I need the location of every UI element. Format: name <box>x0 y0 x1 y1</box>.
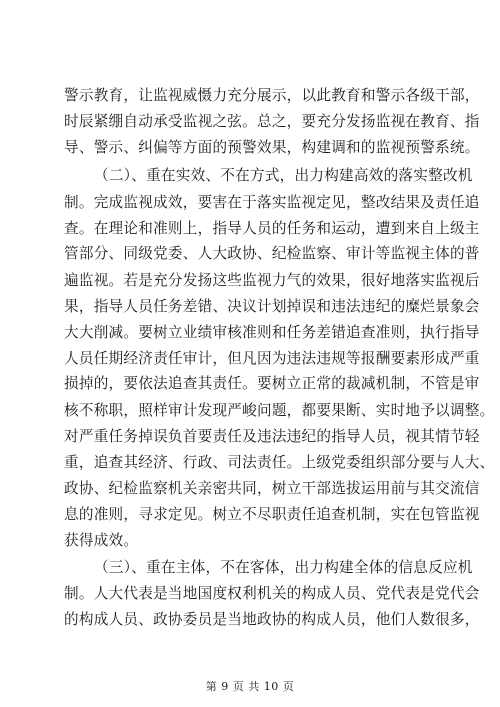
body-line: 时辰紧绷自动承受监视之弦。总之，要充分发扬监视在教育、指 <box>64 113 480 130</box>
body-line: 制。完成监视成效，要害在于落实监视定见，整改结果及责任追 <box>64 194 480 211</box>
body-line: 获得成效。 <box>64 532 139 549</box>
body-line: 重，追查其经济、行政、司法责任。上级党委组织部分要与人大、 <box>64 454 495 471</box>
body-line: 遍监视。若是充分发扬这些监视力气的效果，很好地落实监视后 <box>64 272 480 289</box>
body-line: 核不称职，照样审计发现严峻问题，都要果断、实时地予以调整。 <box>64 402 495 419</box>
body-line: 损掉的，要依法追查其责任。要树立正常的裁减机制，不管是审 <box>64 375 480 392</box>
body-line: 人员任期经济责任审计，但凡因为违法违规等报酬要素形成严重 <box>64 350 480 367</box>
body-line: 警示教育，让监视威慑力充分展示，以此教育和警示各级干部， <box>64 87 480 104</box>
page-number-footer: 第 9 页 共 10 页 <box>205 680 295 693</box>
body-line: 的构成人员、政协委员是当地政协的构成人员，他们人数很多， <box>64 611 480 628</box>
body-line: 对严重任务掉误负首要责任及违法违纪的指导人员，视其情节轻 <box>64 428 480 445</box>
section-heading-line: （二）、重在实效、不在方式，出力构建高效的落实整改机 <box>94 167 473 184</box>
body-line: 管部分、同级党委、人大政协、纪检监察、审计等监视主体的普 <box>64 245 480 262</box>
body-line: 果，指导人员任务差错、决议计划掉误和违法违纪的糜烂景象会 <box>64 298 480 315</box>
body-line: 查。在理论和准则上，指导人员的任务和运动，遭到来自上级主 <box>64 220 480 237</box>
section-heading-line: （三）、重在主体，不在客体，出力构建全体的信息反应机 <box>94 559 473 576</box>
body-line: 导、警示、纠偏等方面的预警效果，构建调和的监视预警系统。 <box>64 139 480 156</box>
body-line: 政协、纪检监察机关亲密共同，树立干部选拔运用前与其交流信 <box>64 480 480 497</box>
body-line: 制。人大代表是当地国度权利机关的构成人员、党代表是党代会 <box>64 585 480 602</box>
body-line: 息的准则，寻求定见。树立不尽职责任追查机制，实在包管监视 <box>64 506 480 523</box>
body-line: 大大削减。要树立业绩审核准则和任务差错追查准则，执行指导 <box>64 324 480 341</box>
